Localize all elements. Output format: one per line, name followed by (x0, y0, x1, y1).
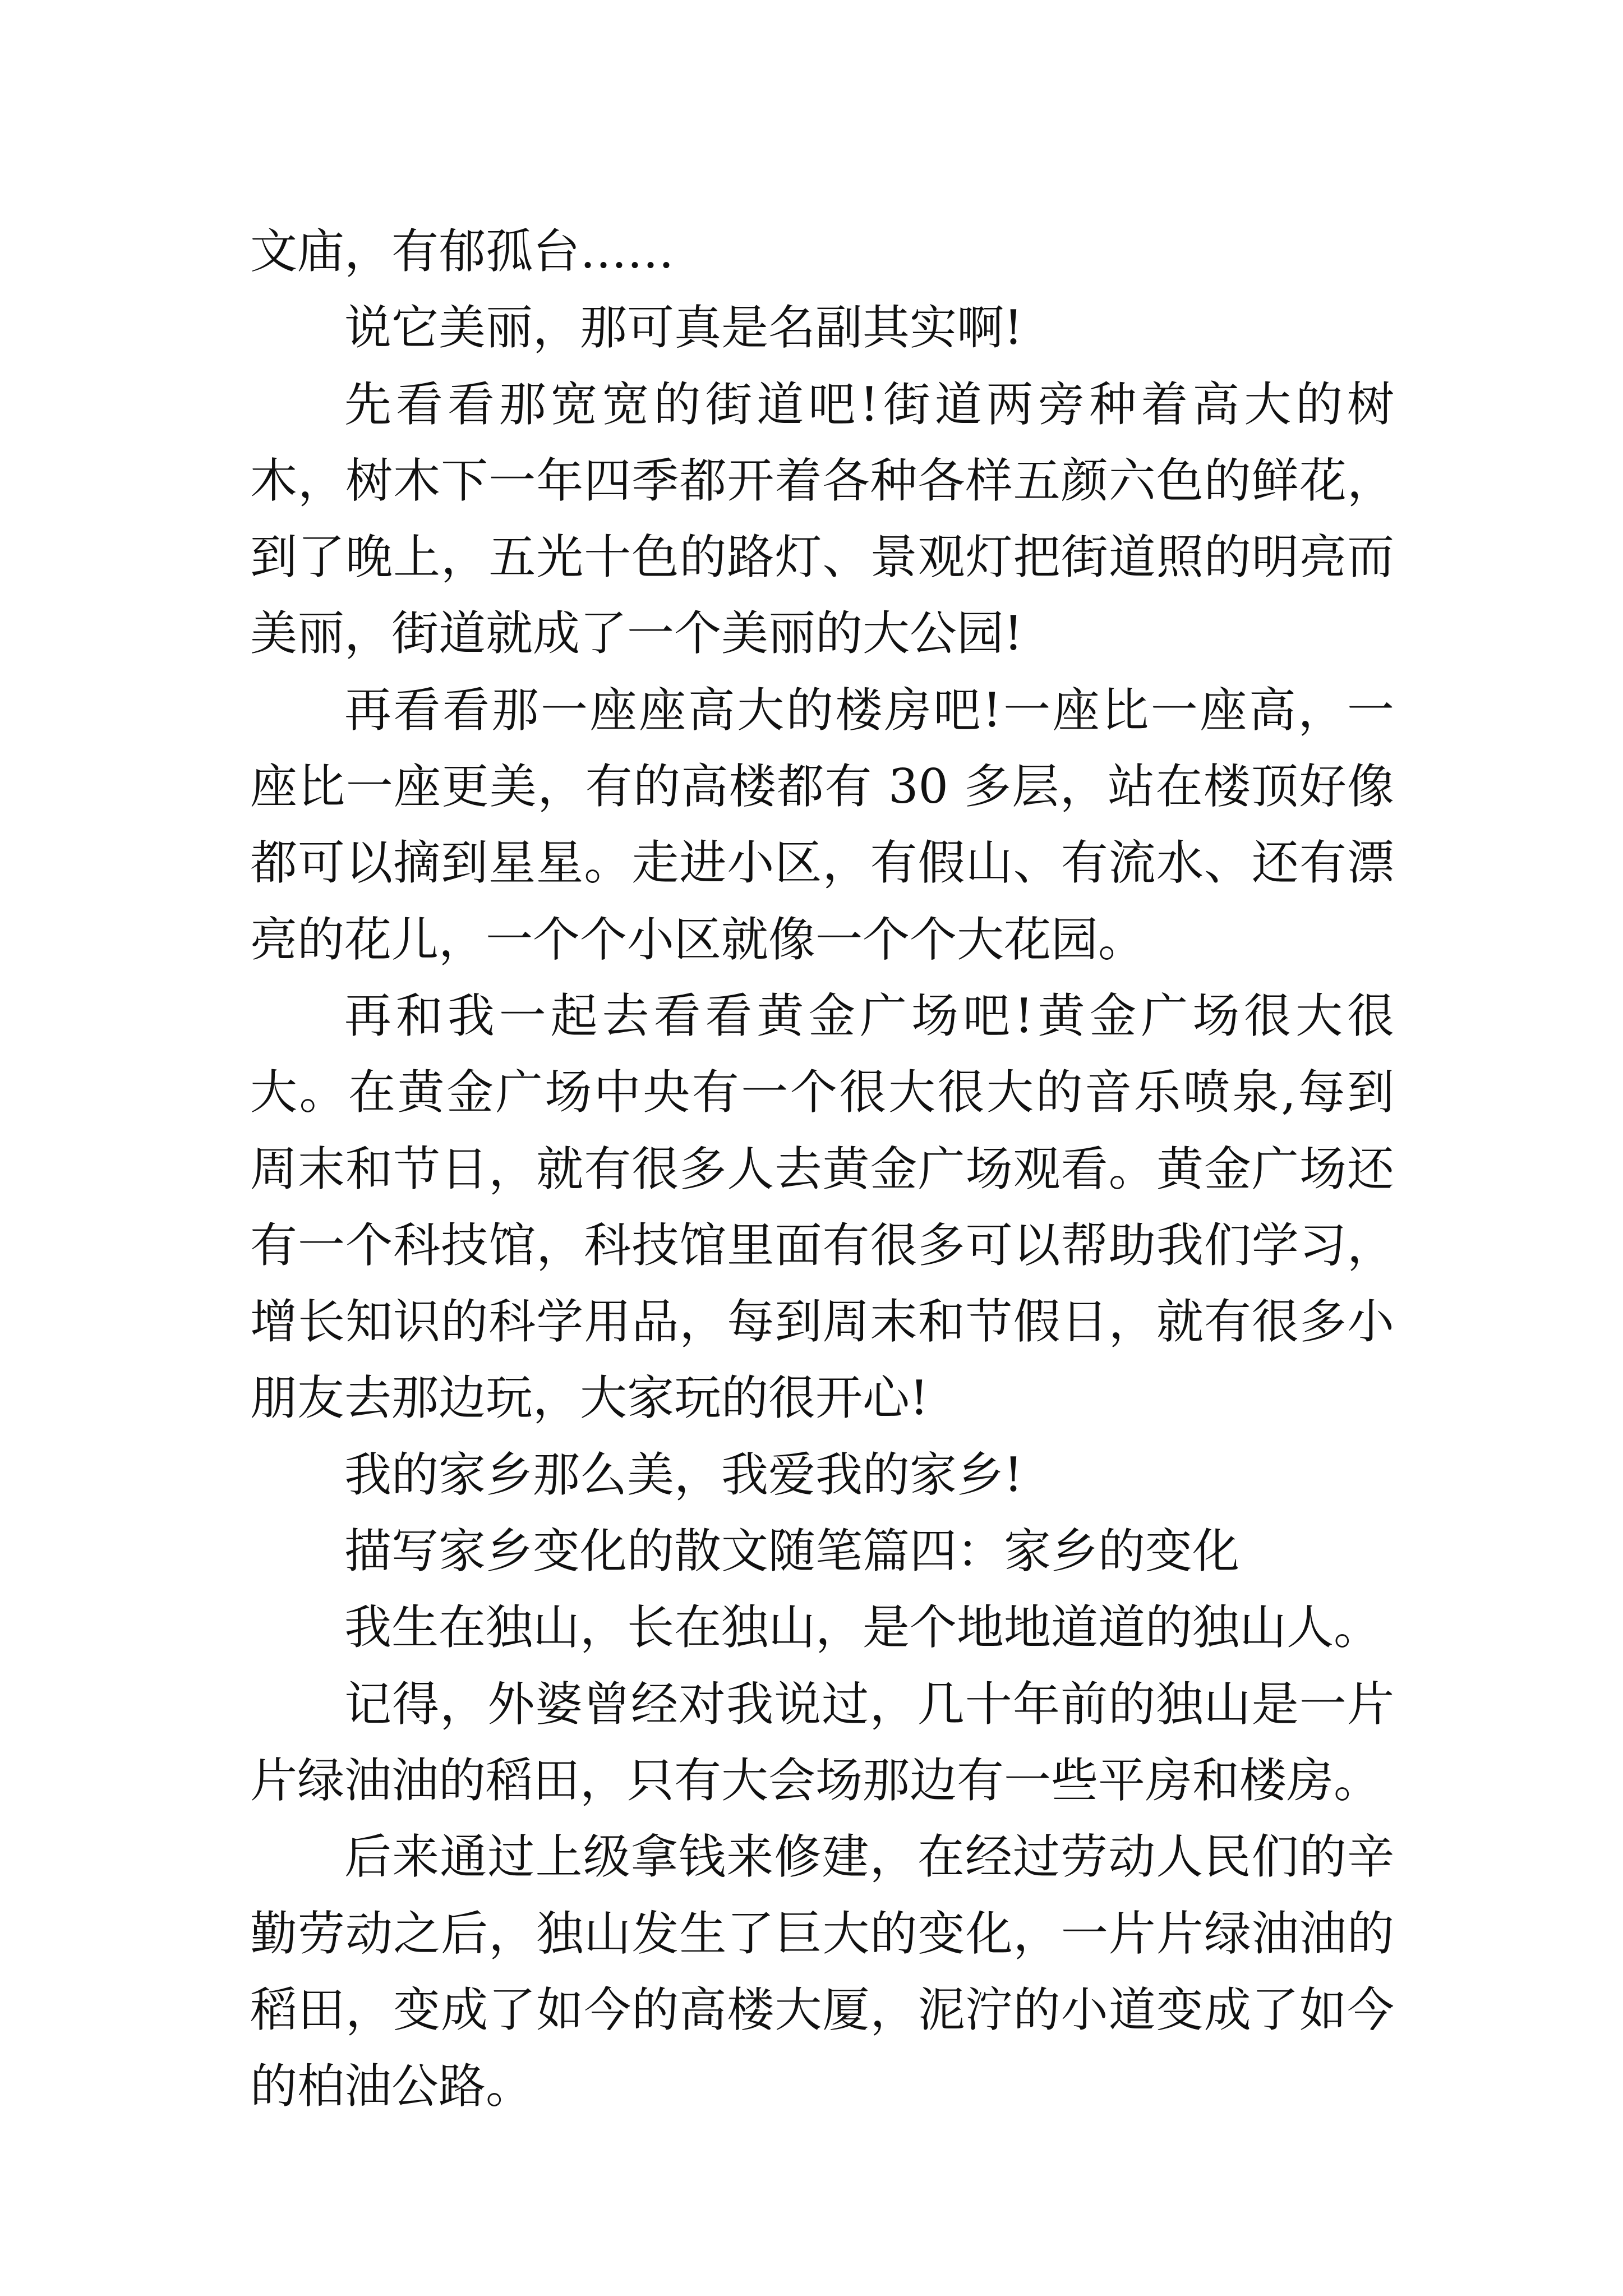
paragraph-buildings: 再看看那一座座高大的楼房吧!一座比一座高，一座比一座更美，有的高楼都有 30 多层，站在楼顶好像都可以摘到星星。走进小区，有假山、有流水、还有漂亮的花儿，一个个小区就像一个个大花园。 (250, 682, 1394, 967)
paragraph-grandma-memory: 记得，外婆曾经对我说过，几十年前的独山是一片片绿油油的稻田，只有大会场那边有一些平房和楼房。 (250, 1676, 1394, 1808)
paragraph-continuation: 文庙，有郁孤台…… (250, 224, 675, 279)
paragraph-streets: 先看看那宽宽的街道吧!街道两旁种着高大的树木，树木下一年四季都开着各种各样五颜六色的鲜花，到了晚上，五光十色的路灯、景观灯把街道照的明亮而美丽，街道就成了一个美丽的大公园! (250, 376, 1394, 661)
paragraph-dushan-native: 我生在独山，长在独山，是个地地道道的独山人。 (344, 1600, 1381, 1655)
document-page (250, 213, 1394, 2124)
paragraph-golden-square: 再和我一起去看看黄金广场吧!黄金广场很大很大。在黄金广场中央有一个很大很大的音乐喷泉,每到周末和节日，就有很多人去黄金广场观看。黄金广场还有一个科技馆，科技馆里面有很多可以帮助我们学习，增长知识的科学用品，每到周末和节假日，就有很多小朋友去那边玩，大家玩的很开心! (250, 988, 1394, 1426)
paragraph-beauty: 说它美丽，那可真是名副其实啊! (344, 300, 1023, 356)
paragraph-changes: 后来通过上级拿钱来修建，在经过劳动人民们的辛勤劳动之后，独山发生了巨大的变化，一片片绿油油的稻田，变成了如今的高楼大厦，泥泞的小道变成了如今的柏油公路。 (250, 1829, 1394, 2114)
paragraph-love-hometown: 我的家乡那么美，我爱我的家乡! (344, 1447, 1023, 1502)
section-heading: 描写家乡变化的散文随笔篇四：家乡的变化 (344, 1524, 1240, 1579)
